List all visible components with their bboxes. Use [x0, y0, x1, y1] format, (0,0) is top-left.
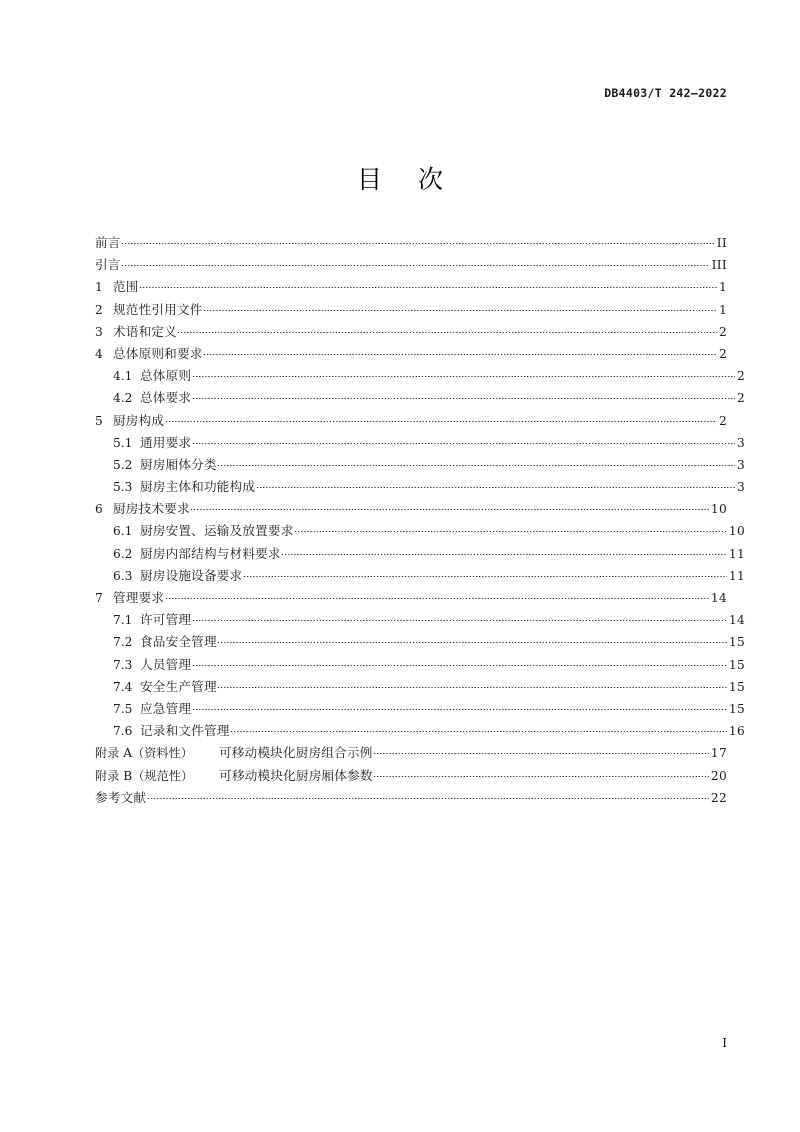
toc-leader-dots: [192, 700, 728, 713]
toc-entry-page-number: 11: [728, 568, 745, 583]
toc-entry-label: 食品安全管理: [140, 634, 217, 650]
toc-leader-dots: [243, 567, 728, 580]
page-folio: I: [722, 1036, 727, 1050]
toc-entry[interactable]: [95, 520, 745, 542]
toc-entry-number: 4: [95, 346, 103, 361]
toc-entry-label: 记录和文件管理: [140, 723, 230, 739]
toc-entry-label: 管理要求: [113, 590, 165, 605]
toc-leader-dots: [373, 767, 709, 780]
toc-entry-page-number: 3: [736, 435, 745, 450]
toc-entry[interactable]: [95, 631, 745, 653]
toc-entry-number: 7.5: [113, 701, 133, 716]
toc-entry[interactable]: [95, 387, 745, 409]
toc-entry-label: 总体要求: [140, 390, 192, 406]
toc-entry-label: 引言: [95, 257, 121, 273]
toc-entry-label: 厨房主体和功能构成: [140, 479, 256, 495]
toc-leader-dots: [139, 278, 717, 291]
toc-leader-dots: [256, 478, 736, 491]
toc-entry[interactable]: [95, 787, 727, 809]
toc-entry-page-number: 2: [736, 369, 745, 384]
toc-entry-page-number: 17: [710, 746, 727, 761]
toc-entry-label: 厨房构成: [113, 412, 165, 428]
toc-entry-page-number: 10: [728, 524, 745, 539]
toc-entry-page-number: 20: [710, 768, 727, 783]
toc-entry[interactable]: [95, 742, 727, 764]
toc-leader-dots: [190, 500, 709, 513]
toc-entry-number: 附录 B（规范性）: [95, 768, 194, 783]
toc-entry-label: 厨房设施设备要求: [140, 567, 243, 583]
toc-entry-page-number: 2: [718, 324, 727, 339]
toc-entry-page-number: 3: [736, 457, 745, 472]
toc-entry-label: 范围: [113, 279, 139, 295]
toc-entry[interactable]: [95, 565, 745, 587]
toc-entry-page-number: 14: [728, 613, 745, 628]
toc-entry-page-number: 2: [718, 413, 727, 428]
toc-leader-dots: [373, 744, 709, 757]
toc-entry-page-number: 15: [728, 635, 745, 650]
toc-entry-number: 6.3: [113, 568, 133, 583]
toc-entry-number: 5: [95, 413, 103, 428]
toc-entry[interactable]: [95, 343, 727, 365]
toc-entry-label: 人员管理: [140, 656, 192, 672]
toc-entry-label: 通用要求: [140, 434, 192, 450]
toc-entry-number: 5.1: [113, 435, 133, 450]
toc-entry-label: 安全生产管理: [140, 678, 217, 694]
toc-entry[interactable]: [95, 698, 745, 720]
toc-entry-label: 术语和定义: [113, 323, 177, 339]
toc-leader-dots: [281, 545, 727, 558]
toc-entry[interactable]: [95, 498, 727, 520]
toc-leader-dots: [165, 589, 710, 602]
toc-entry-label: 应急管理: [140, 700, 192, 716]
toc-entry-number: 3: [95, 324, 103, 339]
toc-entry-label: 总体原则: [140, 368, 192, 384]
toc-leader-dots: [192, 656, 728, 669]
toc-entry-number: 7: [95, 591, 103, 605]
toc-entry[interactable]: [95, 299, 727, 321]
toc-leader-dots: [192, 611, 728, 624]
page-title: 目 次: [357, 165, 457, 194]
toc-leader-dots: [217, 633, 727, 646]
toc-entry-number: 4.2: [113, 391, 133, 406]
toc-leader-dots: [192, 389, 736, 402]
toc-entry[interactable]: [95, 765, 727, 787]
toc-entry[interactable]: [95, 476, 745, 498]
toc-entry-number: 4.1: [113, 369, 133, 384]
toc-entry-number: 6.1: [113, 524, 133, 539]
toc-entry-number: 7.1: [113, 613, 133, 628]
toc-entry-label: 厨房技术要求: [113, 501, 190, 517]
toc-entry-number: 5.3: [113, 480, 133, 495]
toc-entry-page-number: 11: [728, 546, 745, 561]
toc-entry-page-number: 1: [718, 302, 727, 317]
toc-entry-page-number: 15: [728, 701, 745, 716]
toc-leader-dots: [217, 456, 735, 469]
toc-entry-page-number: 10: [710, 502, 727, 517]
toc-leader-dots: [230, 722, 727, 735]
table-of-contents: [95, 232, 745, 809]
toc-leader-dots: [203, 301, 717, 314]
toc-leader-dots: [192, 434, 736, 447]
toc-entry-label: 总体原则和要求: [113, 345, 203, 361]
toc-entry-page-number: II: [716, 236, 727, 250]
toc-entry-number: 5.2: [113, 457, 133, 472]
toc-entry-number: 附录 A（资料性）: [95, 746, 193, 761]
toc-entry-page-number: 14: [710, 591, 727, 605]
toc-leader-dots: [217, 678, 727, 691]
toc-entry-label: 厨房安置、运输及放置要求: [140, 523, 294, 539]
toc-entry[interactable]: [95, 720, 745, 742]
toc-entry[interactable]: [95, 454, 745, 476]
toc-leader-dots: [203, 345, 717, 358]
toc-entry[interactable]: [95, 365, 745, 387]
toc-entry-page-number: 3: [736, 480, 745, 495]
toc-entry[interactable]: [95, 432, 745, 454]
toc-entry-page-number: 16: [728, 724, 745, 739]
toc-entry-number: 6: [95, 502, 103, 517]
toc-entry[interactable]: [95, 543, 745, 565]
standard-code-header: DB4403/T 242—2022: [604, 86, 727, 100]
toc-entry-label: 可移动模块化厨房组合示例: [219, 745, 373, 761]
toc-entry[interactable]: [95, 232, 727, 254]
toc-entry[interactable]: [95, 321, 727, 343]
toc-entry[interactable]: [95, 654, 745, 676]
toc-entry-page-number: 15: [728, 679, 745, 694]
toc-entry[interactable]: [95, 254, 727, 276]
toc-entry[interactable]: [95, 609, 745, 631]
toc-leader-dots: [121, 234, 715, 247]
toc-entry-label: 可移动模块化厨房厢体参数: [219, 767, 373, 783]
toc-entry-number: 2: [95, 302, 103, 317]
toc-entry[interactable]: [95, 676, 745, 698]
toc-entry-number: 7.3: [113, 657, 133, 672]
toc-entry[interactable]: [95, 587, 727, 609]
toc-entry-label: 参考文献: [95, 789, 147, 805]
toc-entry-label: 前言: [95, 235, 121, 250]
toc-leader-dots: [294, 522, 727, 535]
toc-entry-number: 7.4: [113, 679, 133, 694]
toc-leader-dots: [147, 789, 710, 802]
toc-entry-page-number: 2: [736, 391, 745, 406]
toc-entry-number: 6.2: [113, 546, 133, 561]
toc-entry[interactable]: [95, 276, 727, 298]
toc-entry-number: 7.2: [113, 635, 133, 650]
toc-entry-page-number: 1: [718, 280, 727, 295]
toc-leader-dots: [165, 412, 718, 425]
toc-leader-dots: [192, 367, 736, 380]
toc-entry-label: 规范性引用文件: [113, 301, 203, 317]
toc-entry-label: 厨房内部结构与材料要求: [140, 545, 281, 561]
toc-entry-page-number: 2: [718, 346, 727, 361]
toc-entry-page-number: 22: [710, 790, 727, 805]
toc-entry[interactable]: [95, 410, 727, 432]
toc-entry-page-number: 15: [728, 657, 745, 672]
toc-entry-label: 许可管理: [140, 612, 192, 628]
toc-leader-dots: [177, 323, 717, 336]
toc-entry-number: 1: [95, 280, 103, 295]
toc-entry-page-number: III: [711, 258, 727, 273]
toc-entry-label: 厨房厢体分类: [140, 456, 217, 472]
toc-leader-dots: [121, 256, 710, 269]
toc-entry-number: 7.6: [113, 724, 133, 739]
